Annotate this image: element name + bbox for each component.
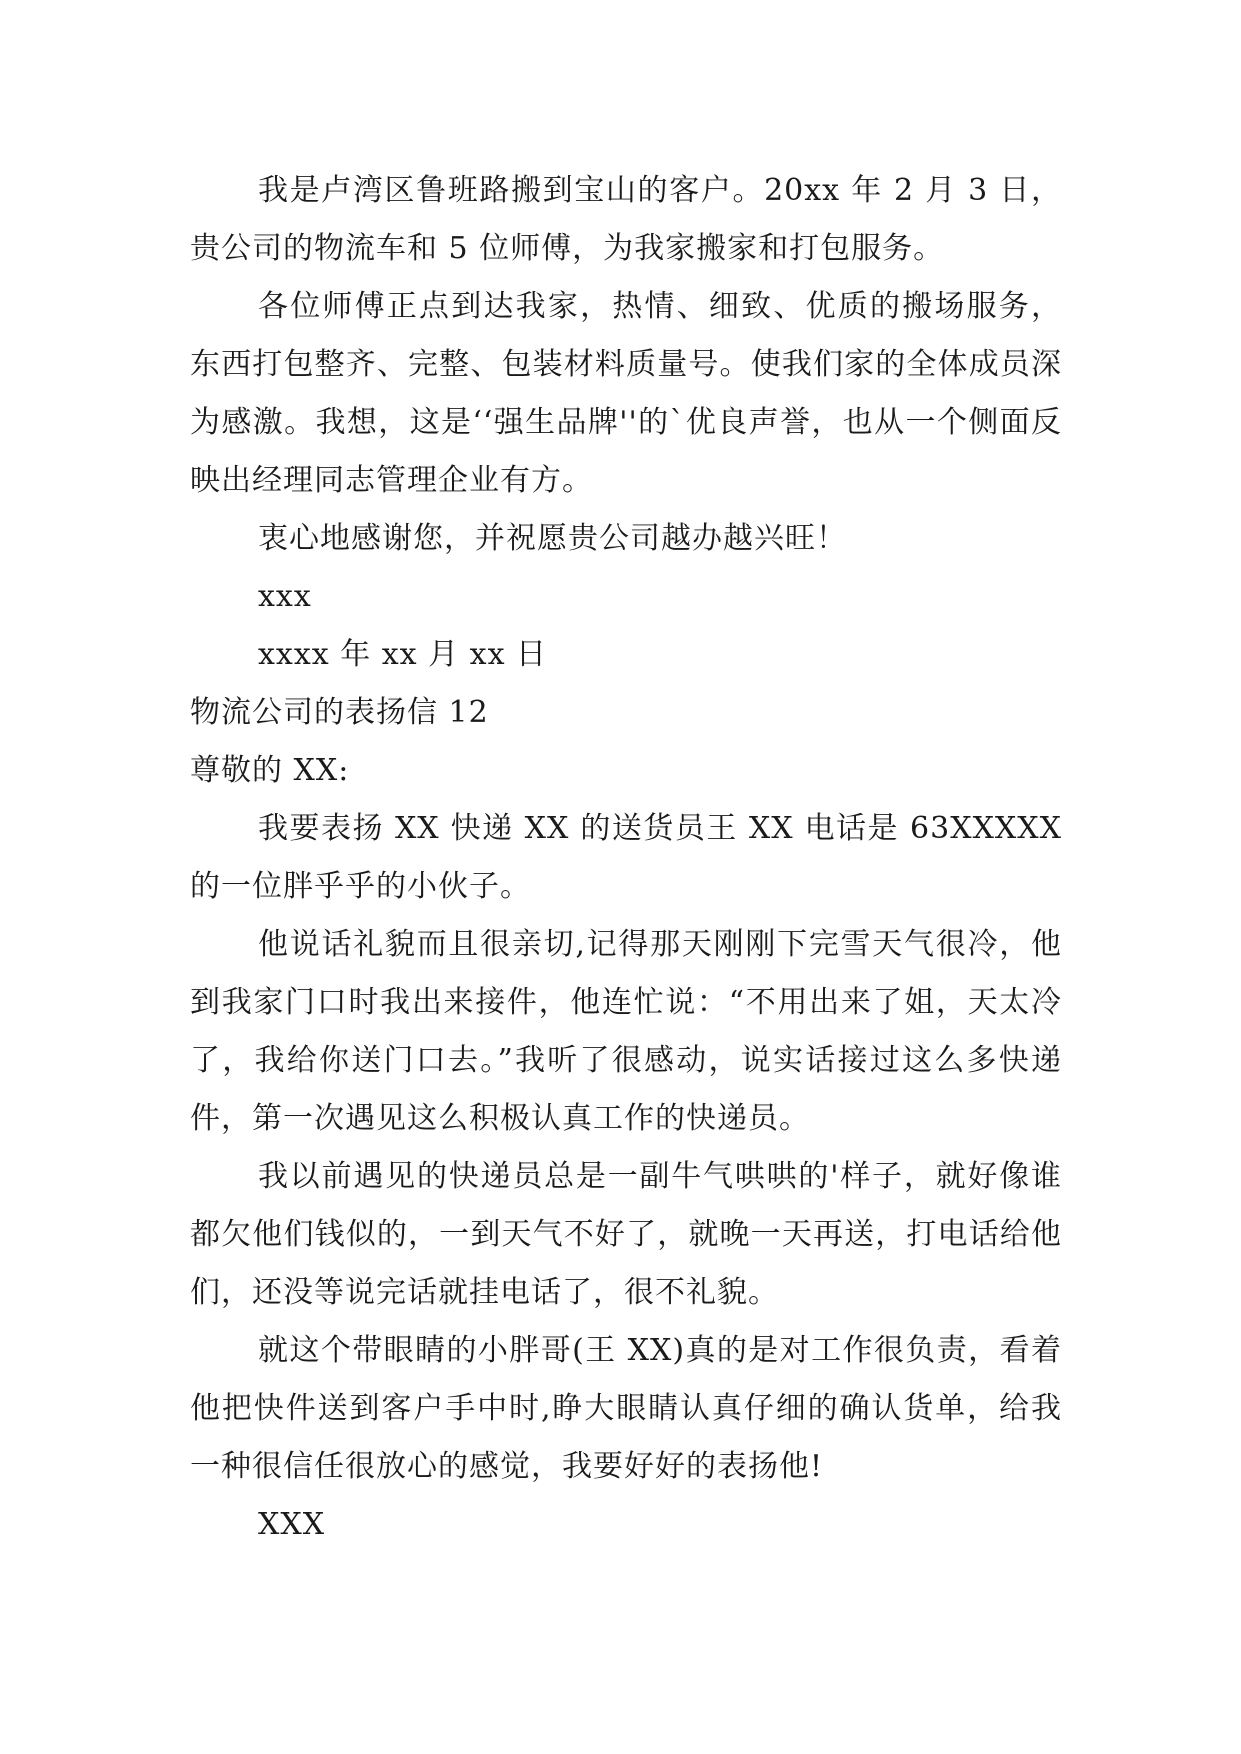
letter1-paragraph-2: 各位师傅正点到达我家，热情、细致、优质的搬场服务，东西打包整齐、完整、包装材料质量号。使我们家的全体成员深为感激。我想，这是‘‘强生品牌''的`优良声誉，也从一个侧面反映出经理同志管理企业有方。 — [190, 289, 1062, 498]
letter1-paragraph-1: 我是卢湾区鲁班路搬到宝山的客户。20xx 年 2 月 3 日，贵公司的物流车和 5 位师傅，为我家搬家和打包服务。 — [190, 173, 1062, 266]
letter-text-block — [190, 162, 1062, 1554]
letter2-salutation: 尊敬的 XX: — [190, 753, 350, 788]
letter2-paragraph-2: 他说话礼貌而且很亲切,记得那天刚刚下完雪天气很冷，他到我家门口时我出来接件，他连忙说：“不用出来了姐，天太冷了，我给你送门口去。”我听了很感动，说实话接过这么多快递件，第一次遇见这么积极认真工作的快递员。 — [190, 927, 1062, 1136]
letter2-title: 物流公司的表扬信 12 — [190, 695, 489, 730]
letter2-signature: XXX — [258, 1507, 326, 1542]
letter1-paragraph-3: 衷心地感谢您，并祝愿贵公司越办越兴旺！ — [258, 521, 847, 556]
letter2-paragraph-4: 就这个带眼睛的小胖哥(王 XX)真的是对工作很负责，看着他把快件送到客户手中时,睁大眼睛认真仔细的确认货单，给我一种很信任很放心的感觉，我要好好的表扬他! — [190, 1333, 1062, 1484]
letter1-date: xxxx 年 xx 月 xx 日 — [258, 637, 548, 672]
letter1-signature: xxx — [258, 579, 312, 614]
letter2-paragraph-3: 我以前遇见的快递员总是一副牛气哄哄的'样子，就好像谁都欠他们钱似的，一到天气不好了，就晚一天再送，打电话给他们，还没等说完话就挂电话了，很不礼貌。 — [190, 1159, 1062, 1310]
letter2-paragraph-1: 我要表扬 XX 快递 XX 的送货员王 XX 电话是 63XXXXX 的一位胖乎乎的小伙子。 — [190, 811, 1062, 904]
